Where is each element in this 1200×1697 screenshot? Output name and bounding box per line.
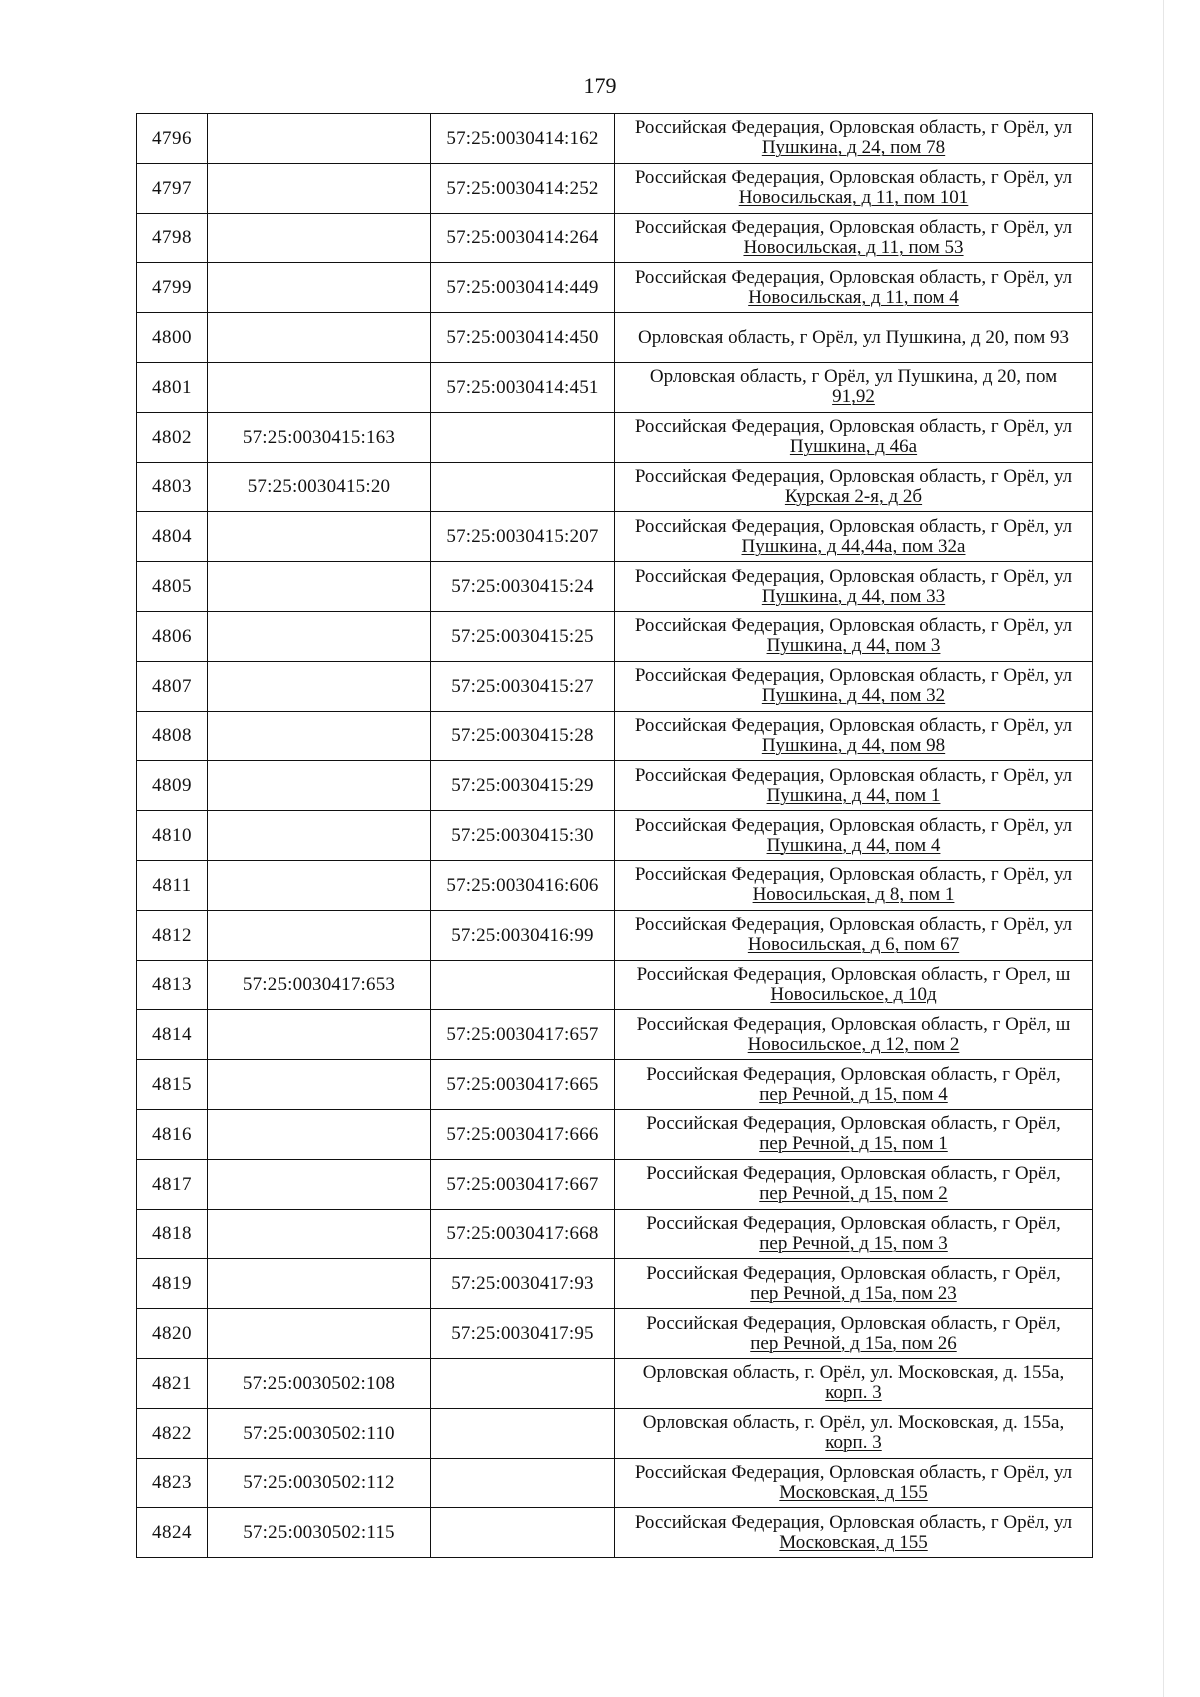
address-cell [615, 811, 1093, 861]
address-line-2: Курская 2-я, д 2б [784, 485, 923, 507]
address-cell [615, 1508, 1093, 1558]
address-line-2: Новосильская, д 11, пом 4 [748, 286, 959, 308]
address-line-2: Новосильское, д 10д [770, 983, 937, 1005]
land-cadastral-number-cell [208, 362, 431, 412]
table-row [137, 1259, 1093, 1309]
land-cadastral-number-cell [208, 213, 431, 263]
address-line-2: Пушкина, д 46а [789, 436, 918, 458]
land-cadastral-number-cell [208, 512, 431, 562]
address-line-1: Российская Федерация, Орловская область, г Орёл, ул [634, 117, 1073, 139]
cadastral-table [136, 113, 1093, 1558]
address-line-2: Пушкина, д 44,44а, пом 32а [741, 535, 966, 557]
land-cadastral-number-cell [208, 114, 431, 164]
row-number-cell: 4822 [137, 1408, 208, 1458]
address-line-2: Пушкина, д 24, пом 78 [761, 137, 946, 159]
object-cadastral-number-cell: 57:25:0030417:93 [431, 1259, 615, 1309]
address-line-1: Российская Федерация, Орловская область, г Орёл, ул [634, 1461, 1073, 1483]
row-number-cell: 4809 [137, 761, 208, 811]
table-row [137, 910, 1093, 960]
address-line-1: Российская Федерация, Орловская область, г Орёл, ул [634, 615, 1073, 637]
object-cadastral-number-cell: 57:25:0030417:666 [431, 1109, 615, 1159]
address-line-1: Российская Федерация, Орловская область, г Орёл, ул [634, 416, 1073, 438]
object-cadastral-number-cell: 57:25:0030417:668 [431, 1209, 615, 1259]
address-line-2: Пушкина, д 44, пом 1 [766, 784, 941, 806]
address-cell [615, 1458, 1093, 1508]
land-cadastral-number-cell [208, 661, 431, 711]
object-cadastral-number-cell: 57:25:0030415:27 [431, 661, 615, 711]
address-line-2: пер Речной, д 15а, пом 23 [750, 1282, 957, 1304]
address-line-2: пер Речной, д 15, пом 1 [759, 1133, 948, 1155]
row-number-cell: 4801 [137, 362, 208, 412]
address-cell [615, 611, 1093, 661]
address-line-2: пер Речной, д 15, пом 2 [759, 1183, 948, 1205]
row-number-cell: 4798 [137, 213, 208, 263]
land-cadastral-number-cell [208, 1309, 431, 1359]
land-cadastral-number-cell [208, 1209, 431, 1259]
address-line-1: Орловская область, г. Орёл, ул. Московская, д. 155а, [642, 1362, 1065, 1384]
address-line-1: Российская Федерация, Орловская область, г Орёл, [646, 1113, 1061, 1135]
row-number-cell: 4815 [137, 1060, 208, 1110]
address-line-1: Российская Федерация, Орловская область, г Орёл, ул [634, 864, 1073, 886]
address-line-2: Новосильская, д 6, пом 67 [747, 934, 960, 956]
land-cadastral-number-cell [208, 860, 431, 910]
page-number: 179 [583, 73, 617, 98]
address-cell [615, 860, 1093, 910]
row-number-cell: 4800 [137, 313, 208, 363]
table-row [137, 1209, 1093, 1259]
address-line-1: Российская Федерация, Орловская область, г Орёл, ул [634, 167, 1073, 189]
table-row [137, 1358, 1093, 1408]
address-cell [615, 910, 1093, 960]
row-number-cell: 4824 [137, 1508, 208, 1558]
address-cell [615, 661, 1093, 711]
table-row [137, 1309, 1093, 1359]
land-cadastral-number-cell [208, 263, 431, 313]
address-line-2: Новосильская, д 8, пом 1 [752, 884, 955, 906]
table-row [137, 1159, 1093, 1209]
table-row [137, 661, 1093, 711]
address-cell [615, 1010, 1093, 1060]
row-number-cell: 4799 [137, 263, 208, 313]
table-row [137, 562, 1093, 612]
land-cadastral-number-cell: 57:25:0030415:20 [208, 462, 431, 512]
object-cadastral-number-cell: 57:25:0030415:28 [431, 711, 615, 761]
address-line-2: корп. 3 [825, 1382, 882, 1404]
address-cell [615, 263, 1093, 313]
land-cadastral-number-cell: 57:25:0030415:163 [208, 412, 431, 462]
table-row [137, 811, 1093, 861]
address-line-2: Новосильская, д 11, пом 53 [743, 236, 964, 258]
table-row [137, 512, 1093, 562]
land-cadastral-number-cell [208, 562, 431, 612]
object-cadastral-number-cell [431, 1508, 615, 1558]
address-line-1: Российская Федерация, Орловская область, г Орёл, ул [634, 515, 1073, 537]
address-line-2: пер Речной, д 15, пом 3 [759, 1232, 948, 1254]
object-cadastral-number-cell: 57:25:0030414:450 [431, 313, 615, 363]
table-row [137, 1010, 1093, 1060]
address-line-2: Новосильское, д 12, пом 2 [747, 1033, 960, 1055]
land-cadastral-number-cell [208, 1159, 431, 1209]
address-line-2: Московская, д 155 [779, 1531, 928, 1553]
land-cadastral-number-cell [208, 811, 431, 861]
object-cadastral-number-cell: 57:25:0030414:264 [431, 213, 615, 263]
address-line-2: пер Речной, д 15, пом 4 [759, 1083, 948, 1105]
object-cadastral-number-cell: 57:25:0030415:29 [431, 761, 615, 811]
page-edge-line [1163, 0, 1164, 1697]
table-row [137, 960, 1093, 1010]
land-cadastral-number-cell [208, 910, 431, 960]
address-line-2: Новосильская, д 11, пом 101 [738, 187, 969, 209]
row-number-cell: 4818 [137, 1209, 208, 1259]
address-cell [615, 412, 1093, 462]
object-cadastral-number-cell [431, 1358, 615, 1408]
address-cell [615, 1109, 1093, 1159]
object-cadastral-number-cell: 57:25:0030414:162 [431, 114, 615, 164]
object-cadastral-number-cell: 57:25:0030416:99 [431, 910, 615, 960]
address-line-1: Российская Федерация, Орловская область, г Орёл, ул [634, 764, 1073, 786]
address-cell [615, 213, 1093, 263]
address-line-1: Российская Федерация, Орловская область, г Орёл, [646, 1262, 1061, 1284]
land-cadastral-number-cell: 57:25:0030417:653 [208, 960, 431, 1010]
land-cadastral-number-cell [208, 761, 431, 811]
address-cell [615, 1358, 1093, 1408]
land-cadastral-number-cell [208, 1060, 431, 1110]
row-number-cell: 4804 [137, 512, 208, 562]
row-number-cell: 4802 [137, 412, 208, 462]
address-line-1: Российская Федерация, Орловская область, г Орёл, [646, 1063, 1061, 1085]
table-row [137, 313, 1093, 363]
address-line-1: Российская Федерация, Орловская область, г Орёл, [646, 1212, 1061, 1234]
object-cadastral-number-cell: 57:25:0030415:207 [431, 512, 615, 562]
row-number-cell: 4817 [137, 1159, 208, 1209]
address-cell [615, 1408, 1093, 1458]
land-cadastral-number-cell [208, 163, 431, 213]
address-cell [615, 313, 1093, 363]
table-row [137, 213, 1093, 263]
table-row [137, 114, 1093, 164]
table-row [137, 412, 1093, 462]
object-cadastral-number-cell [431, 1458, 615, 1508]
table-row [137, 1060, 1093, 1110]
address-cell [615, 761, 1093, 811]
address-line-1: Российская Федерация, Орловская область, г Орёл, ул [634, 814, 1073, 836]
row-number-cell: 4821 [137, 1358, 208, 1408]
table-row [137, 1408, 1093, 1458]
object-cadastral-number-cell: 57:25:0030417:665 [431, 1060, 615, 1110]
table-row [137, 860, 1093, 910]
land-cadastral-number-cell [208, 1259, 431, 1309]
row-number-cell: 4810 [137, 811, 208, 861]
row-number-cell: 4814 [137, 1010, 208, 1060]
address-line-2: Пушкина, д 44, пом 4 [766, 834, 941, 856]
address-cell [615, 114, 1093, 164]
land-cadastral-number-cell [208, 711, 431, 761]
table-row [137, 711, 1093, 761]
address-line-2: Пушкина, д 44, пом 3 [766, 635, 941, 657]
address-line-1: Российская Федерация, Орловская область, г Орёл, ул [634, 465, 1073, 487]
address-line-1: Российская Федерация, Орловская область, г Орёл, ш [636, 1013, 1071, 1035]
address-line-1: Российская Федерация, Орловская область, г Орёл, ул [634, 914, 1073, 936]
address-cell [615, 711, 1093, 761]
object-cadastral-number-cell: 57:25:0030414:449 [431, 263, 615, 313]
address-line-1: Орловская область, г Орёл, ул Пушкина, д 20, пом 93 [637, 326, 1070, 348]
table-row [137, 1458, 1093, 1508]
land-cadastral-number-cell [208, 1109, 431, 1159]
row-number-cell: 4811 [137, 860, 208, 910]
object-cadastral-number-cell: 57:25:0030416:606 [431, 860, 615, 910]
land-cadastral-number-cell: 57:25:0030502:115 [208, 1508, 431, 1558]
address-line-2: Московская, д 155 [779, 1481, 928, 1503]
address-line-1: Российская Федерация, Орловская область, г Орёл, ул [634, 1511, 1073, 1533]
address-line-1: Российская Федерация, Орловская область, г Орел, ш [636, 963, 1071, 985]
row-number-cell: 4820 [137, 1309, 208, 1359]
row-number-cell: 4806 [137, 611, 208, 661]
object-cadastral-number-cell: 57:25:0030417:667 [431, 1159, 615, 1209]
object-cadastral-number-cell: 57:25:0030415:30 [431, 811, 615, 861]
row-number-cell: 4823 [137, 1458, 208, 1508]
table-row [137, 362, 1093, 412]
address-cell [615, 562, 1093, 612]
object-cadastral-number-cell: 57:25:0030417:95 [431, 1309, 615, 1359]
row-number-cell: 4803 [137, 462, 208, 512]
row-number-cell: 4805 [137, 562, 208, 612]
land-cadastral-number-cell: 57:25:0030502:108 [208, 1358, 431, 1408]
table-row [137, 263, 1093, 313]
object-cadastral-number-cell: 57:25:0030415:24 [431, 562, 615, 612]
table-row [137, 611, 1093, 661]
row-number-cell: 4813 [137, 960, 208, 1010]
address-line-1: Российская Федерация, Орловская область, г Орёл, ул [634, 714, 1073, 736]
address-line-2: пер Речной, д 15а, пом 26 [750, 1332, 957, 1354]
address-line-1: Российская Федерация, Орловская область, г Орёл, ул [634, 665, 1073, 687]
object-cadastral-number-cell [431, 462, 615, 512]
land-cadastral-number-cell [208, 313, 431, 363]
land-cadastral-number-cell [208, 1010, 431, 1060]
address-line-2: 91,92 [832, 386, 875, 408]
object-cadastral-number-cell: 57:25:0030414:252 [431, 163, 615, 213]
address-line-1: Российская Федерация, Орловская область, г Орёл, [646, 1312, 1061, 1334]
land-cadastral-number-cell: 57:25:0030502:110 [208, 1408, 431, 1458]
address-cell [615, 512, 1093, 562]
address-cell [615, 1159, 1093, 1209]
table-row [137, 761, 1093, 811]
table-body [137, 114, 1093, 1558]
row-number-cell: 4796 [137, 114, 208, 164]
table-row [137, 1109, 1093, 1159]
address-line-2: Пушкина, д 44, пом 33 [761, 585, 946, 607]
row-number-cell: 4807 [137, 661, 208, 711]
address-line-1: Российская Федерация, Орловская область, г Орёл, ул [634, 565, 1073, 587]
row-number-cell: 4797 [137, 163, 208, 213]
row-number-cell: 4812 [137, 910, 208, 960]
object-cadastral-number-cell [431, 1408, 615, 1458]
table-row [137, 163, 1093, 213]
address-cell [615, 462, 1093, 512]
address-cell [615, 1209, 1093, 1259]
address-line-2: Пушкина, д 44, пом 98 [761, 734, 946, 756]
table-row [137, 462, 1093, 512]
object-cadastral-number-cell [431, 412, 615, 462]
table-row [137, 1508, 1093, 1558]
object-cadastral-number-cell: 57:25:0030415:25 [431, 611, 615, 661]
address-line-1: Орловская область, г. Орёл, ул. Московская, д. 155а, [642, 1412, 1065, 1434]
address-cell [615, 362, 1093, 412]
row-number-cell: 4808 [137, 711, 208, 761]
row-number-cell: 4819 [137, 1259, 208, 1309]
object-cadastral-number-cell: 57:25:0030417:657 [431, 1010, 615, 1060]
address-line-1: Орловская область, г Орёл, ул Пушкина, д 20, пом [649, 366, 1058, 388]
land-cadastral-number-cell [208, 611, 431, 661]
address-line-2: Пушкина, д 44, пом 32 [761, 685, 946, 707]
address-line-1: Российская Федерация, Орловская область, г Орёл, ул [634, 266, 1073, 288]
object-cadastral-number-cell: 57:25:0030414:451 [431, 362, 615, 412]
address-line-1: Российская Федерация, Орловская область, г Орёл, ул [634, 216, 1073, 238]
address-cell [615, 1309, 1093, 1359]
row-number-cell: 4816 [137, 1109, 208, 1159]
address-line-1: Российская Федерация, Орловская область, г Орёл, [646, 1163, 1061, 1185]
address-cell [615, 163, 1093, 213]
land-cadastral-number-cell: 57:25:0030502:112 [208, 1458, 431, 1508]
address-line-2: корп. 3 [825, 1432, 882, 1454]
address-cell [615, 1060, 1093, 1110]
object-cadastral-number-cell [431, 960, 615, 1010]
address-cell [615, 1259, 1093, 1309]
address-cell [615, 960, 1093, 1010]
